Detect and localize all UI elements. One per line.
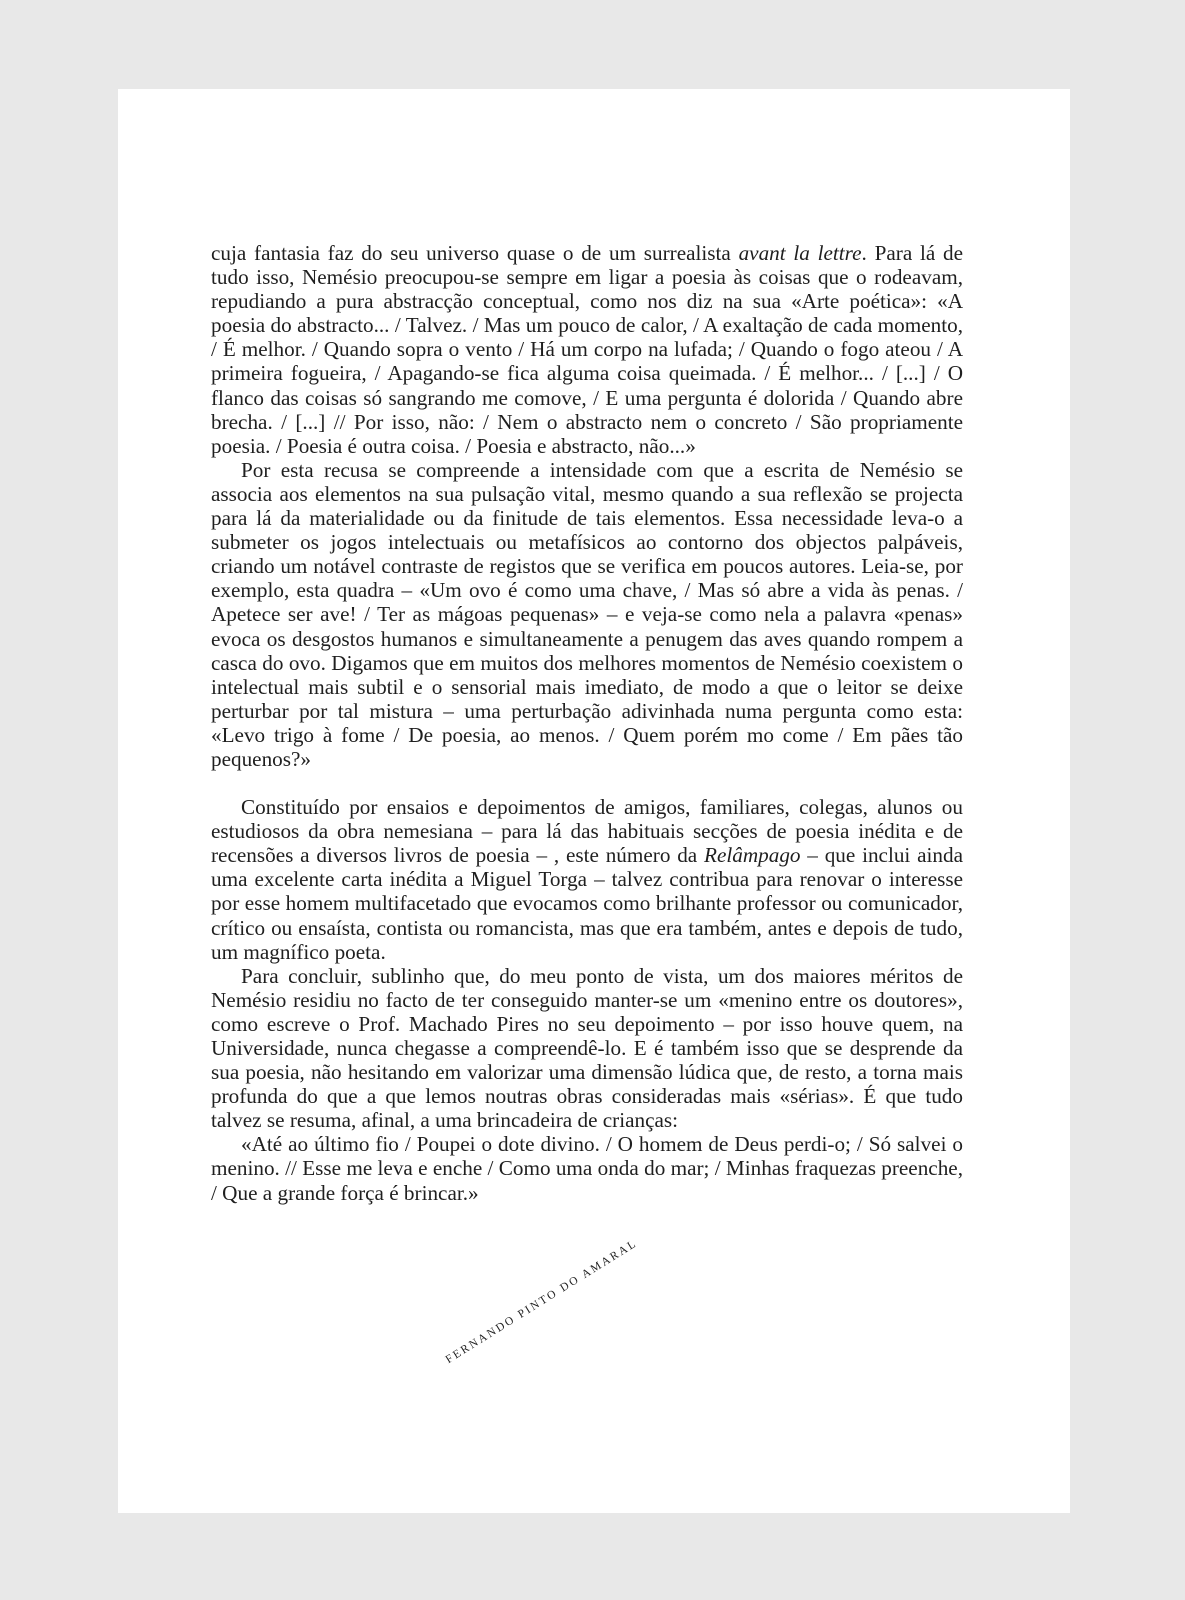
paragraph-relampago-issue <box>211 795 963 964</box>
paragraph-refusal <box>211 458 963 771</box>
paragraph-conclusion <box>211 964 963 1133</box>
paragraph-abstract-poetry <box>211 241 963 458</box>
text-run: Para concluir, sublinho que, do meu ponto de vista, um dos maiores méritos de Nemésio residiu no facto de ter conseguido manter-se um «menino entre os doutores», como escreve o Prof. Machado Pires no seu depoimento – por isso houve quem, na Universidade, nunca chegasse a compreendê-lo. E é também isso que se desprende da sua poesia, não hesitando em valorizar uma dimensão lúdica que, de resto, a torna mais profunda do que a que lemos noutras obras consideradas mais «sérias». É que tudo talvez se resuma, afinal, a uma brincadeira de crianças: <box>211 963 963 1133</box>
text-run: cuja fantasia faz do seu universo quase o de um surrealista <box>211 241 739 265</box>
text-run: Por esta recusa se compreende a intensidade com que a escrita de Nemésio se associa aos elementos na sua pulsação vital, mesmo quando a sua reflexão se projecta para lá da materialidade ou da finitude de tais elementos. Essa necessidade leva-o a submeter os jogos intelectuais ou metafísicos ao contorno dos objectos palpáveis, criando um notável contraste de registos que se verifica em poucos autores. Leia-se, por exemplo, esta quadra – «Um ovo é como uma chave, / Mas só abre a vida às penas. / Apetece ser ave! / Ter as mágoas pequenas» – e veja-se como nela a palavra «penas» evoca os desgostos humanos e simultaneamente a penugem das aves quando rompem a casca do ovo. Digamos que em muitos dos melhores momentos de Nemésio coexistem o intelectual mais subtil e o sensorial mais imediato, de modo a que o leitor se deixe perturbar por tal mistura – uma perturbação adivinhada numa pergunta como esta: «Levo trigo à fome / De poesia, ao menos. / Quem porém mo come / Em pães tão pequenos?» <box>211 457 963 771</box>
text-run: Constituído por ensaios e depoimentos de amigos, familiares, colegas, alunos ou estudiosos da obra nemesiana – para lá das habituais secções de poesia inédita e de recensões a diversos livros de poesia – , este número da <box>211 795 963 868</box>
italic-phrase-avant-la-lettre: avant la lettre <box>738 241 862 265</box>
article-body <box>211 241 963 1205</box>
text-run: . Para lá de tudo isso, Nemésio preocupou-se sempre em ligar a poesia às coisas que o rodeavam, repudiando a pura abstracção conceptual, como nos diz na sua «Arte poética»: «A poesia do abstracto... / Talvez. / Mas um pouco de calor, / A exaltação de cada momento, / É melhor. / Quando sopra o vento / Há um corpo na lufada; / Quando o fogo ateou / A primeira fogueira, / Apagando-se fica alguma coisa queimada. / É melhor... / [...] / O flanco das coisas só sangrando me comove, / E uma pergunta é dolorida / Quando abre brecha. / [...] // Por isso, não: / Nem o abstracto nem o concreto / São propriamente poesia. / Poesia é outra coisa. / Poesia e abstracto, não...» <box>211 241 964 458</box>
italic-title-relampago: Relâmpago <box>704 843 801 868</box>
author-signature: FERNANDO PINTO DO AMARAL <box>443 1237 640 1366</box>
text-run: «Até ao último fio / Poupei o dote divino. / O homem de Deus perdi-o; / Só salvei o menino. // Esse me leva e enche / Como uma onda do mar; / Minhas fraquezas preenche, / Que a grande força é brincar.» <box>211 1132 963 1205</box>
document-page <box>118 89 1070 1513</box>
paragraph-closing-quote <box>211 1132 963 1204</box>
text-run: – que inclui ainda uma excelente carta inédita a Miguel Torga – talvez contribua para renovar o interesse por esse homem multifacetado que evocamos como brilhante professor ou comunicador, crítico ou ensaísta, contista ou romancista, mas que era também, antes e depois de tudo, um magnífico poeta. <box>211 843 963 964</box>
